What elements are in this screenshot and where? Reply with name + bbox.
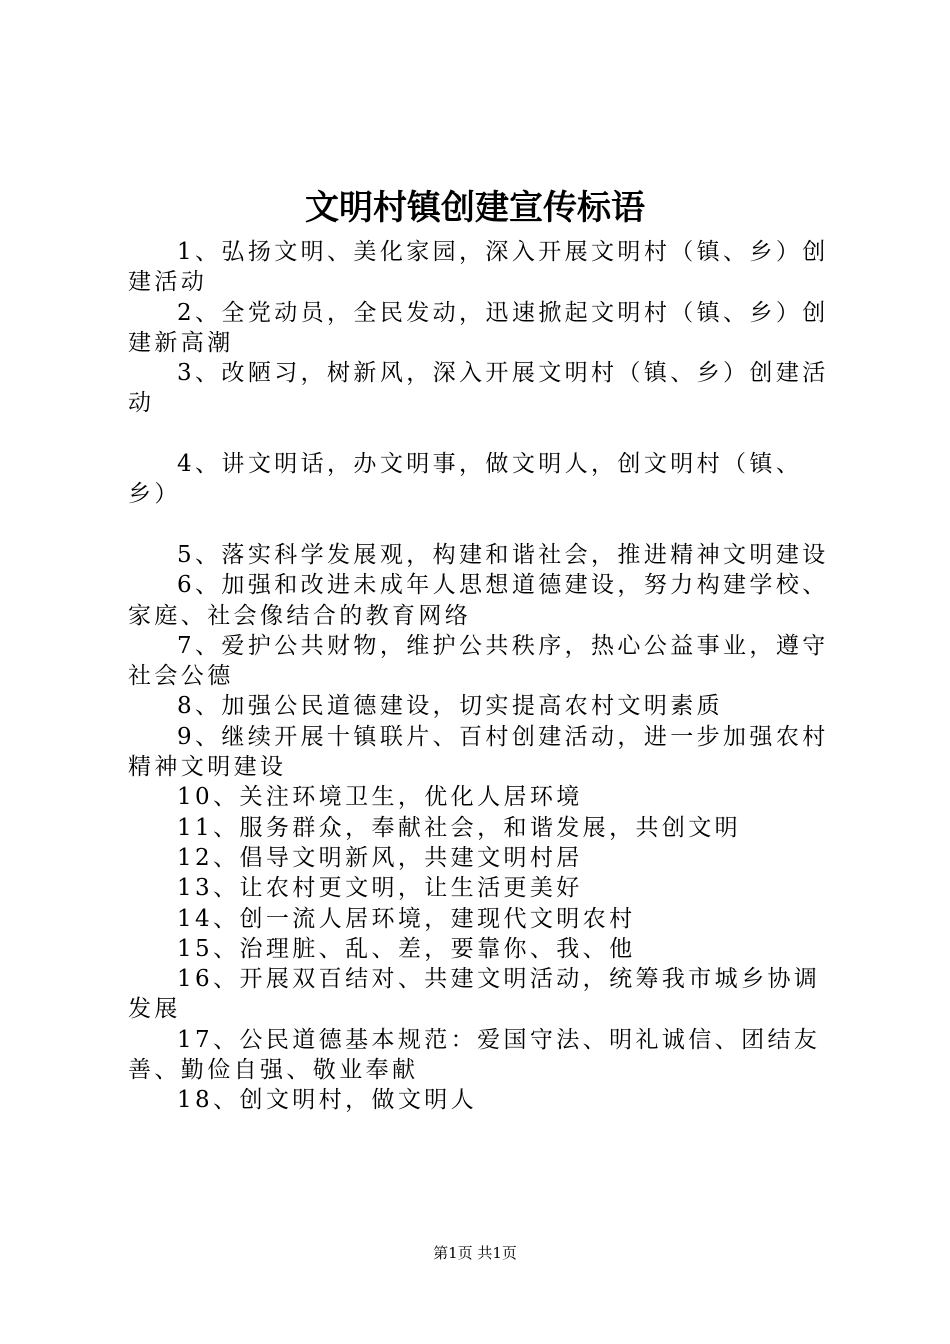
slogan-item-14: 14、创一流人居环境，建现代文明农村 xyxy=(177,905,636,932)
slogan-item-1: 1、弘扬文明、美化家园，深入开展文明村（镇、乡）创建活动 xyxy=(128,239,829,296)
slogan-item-4: 4、讲文明话，办文明事，做文明人，创文明村（镇、乡） xyxy=(128,451,803,508)
slogan-item-15: 15、治理脏、乱、差，要靠你、我、他 xyxy=(177,935,636,962)
slogan-list xyxy=(128,237,840,1116)
slogan-item-7: 7、爱护公共财物，维护公共秩序，热心公益事业，遵守社会公德 xyxy=(128,632,829,690)
slogan-item-3: 3、改陋习，树新风，深入开展文明村（镇、乡）创建活动 xyxy=(128,360,829,417)
slogan-item-8: 8、加强公民道德建设，切实提高农村文明素质 xyxy=(177,693,724,720)
slogan-item-18: 18、创文明村，做文明人 xyxy=(177,1087,478,1114)
slogan-item-17: 17、公民道德基本规范：爱国守法、明礼诚信、团结友善、勤俭自强、敬业奉献 xyxy=(128,1026,821,1084)
slogan-item-11: 11、服务群众，奉献社会，和谐发展，共创文明 xyxy=(177,814,742,841)
slogan-item-12: 12、倡导文明新风，共建文明村居 xyxy=(177,844,583,871)
page-title: 文明村镇创建宣传标语 xyxy=(305,188,645,228)
slogan-item-9: 9、继续开展十镇联片、百村创建活动，进一步加强农村精神文明建设 xyxy=(128,723,829,781)
slogan-item-13: 13、让农村更文明，让生活更美好 xyxy=(177,875,583,902)
slogan-item-10: 10、关注环境卫生，优化人居环境 xyxy=(177,784,583,811)
slogan-item-6: 6、加强和改进未成年人思想道德建设，努力构建学校、家庭、社会像结合的教育网络 xyxy=(128,572,829,629)
slogan-item-16: 16、开展双百结对、共建文明活动，统筹我市城乡协调发展 xyxy=(128,966,821,1023)
slogan-item-2: 2、全党动员，全民发动，迅速掀起文明村（镇、乡）创建新高潮 xyxy=(128,299,829,356)
page-footer: 第1页 共1页 xyxy=(433,1244,517,1262)
slogan-item-5: 5、落实科学发展观，构建和谐社会，推进精神文明建设 xyxy=(177,541,829,568)
